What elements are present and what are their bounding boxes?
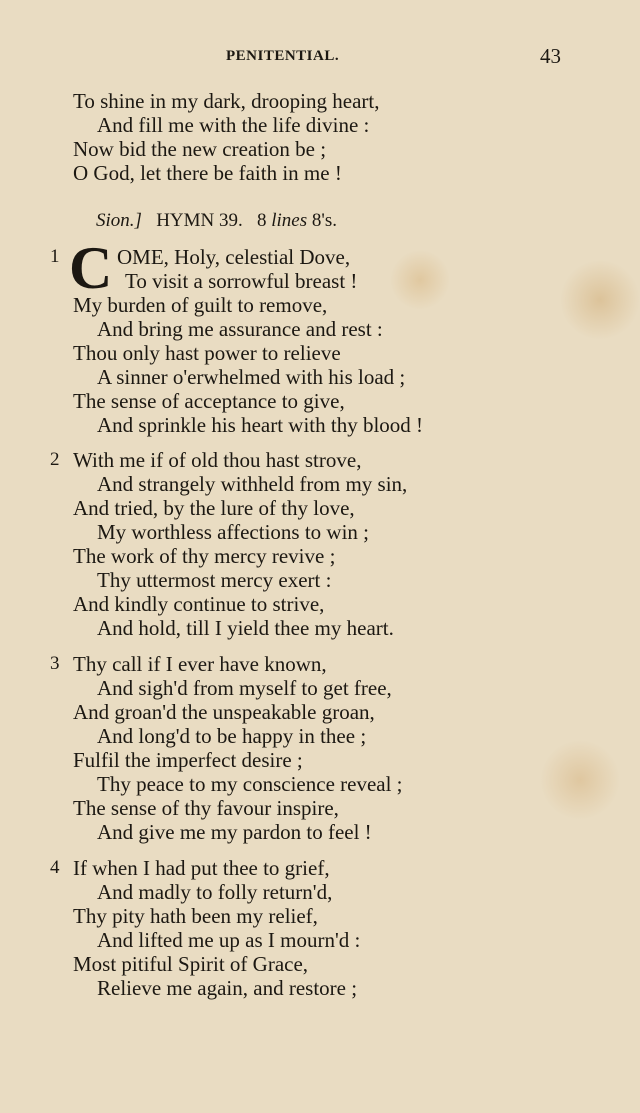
meter-suffix: 8's. xyxy=(311,210,337,231)
stanza-number: 4 xyxy=(50,857,60,878)
hymn-heading xyxy=(96,209,337,233)
drop-cap: C xyxy=(69,235,113,301)
stanza-4 xyxy=(73,856,360,1000)
verse-line: OME, Holy, celestial Dove, xyxy=(117,245,351,269)
verse-line: Now bid the new creation be ; xyxy=(73,137,327,161)
tune-name: Sion.] xyxy=(96,210,142,231)
stanza-number: 2 xyxy=(50,449,60,470)
verse-line: And hold, till I yield thee my heart. xyxy=(97,616,394,640)
verse-line: And kindly continue to strive, xyxy=(73,592,325,616)
verse-line: Fulfil the imperfect desire ; xyxy=(73,748,303,772)
verse-line: And madly to folly return'd, xyxy=(97,880,333,904)
verse-line: My worthless affections to win ; xyxy=(97,520,369,544)
verse-line: Thy pity hath been my relief, xyxy=(73,904,318,928)
verse-line: My burden of guilt to remove, xyxy=(73,293,328,317)
verse-line: Thy peace to my conscience reveal ; xyxy=(97,772,403,796)
meter-count: 8 xyxy=(257,210,267,231)
verse-line: The work of thy mercy revive ; xyxy=(73,544,336,568)
stanza-3 xyxy=(73,652,403,844)
verse-line: And long'd to be happy in thee ; xyxy=(97,724,367,748)
verse-line: And give me my pardon to feel ! xyxy=(97,820,372,844)
verse-line: And strangely withheld from my sin, xyxy=(97,472,408,496)
verse-line: Relieve me again, and restore ; xyxy=(97,976,358,1000)
verse-line: Most pitiful Spirit of Grace, xyxy=(73,952,309,976)
stanza-number: 1 xyxy=(50,246,60,267)
hymn-title: HYMN 39. xyxy=(156,210,243,231)
verse-line: The sense of acceptance to give, xyxy=(73,389,345,413)
verse-line: To visit a sorrowful breast ! xyxy=(125,269,358,293)
stanza-number: 3 xyxy=(50,653,60,674)
stanza-1 xyxy=(69,235,424,437)
verse-line: And lifted me up as I mourn'd : xyxy=(97,928,361,952)
page-number: 43 xyxy=(540,44,561,68)
verse-line: O God, let there be faith in me ! xyxy=(73,161,342,185)
stanza-2 xyxy=(73,448,407,640)
verse-line: And sigh'd from myself to get free, xyxy=(97,676,392,700)
meter-lines: lines xyxy=(271,210,308,231)
running-title: PENITENTIAL. xyxy=(226,48,340,64)
verse-line: And bring me assurance and rest : xyxy=(97,317,383,341)
verse-line: And fill me with the life divine : xyxy=(97,113,370,137)
verse-line: And tried, by the lure of thy love, xyxy=(73,496,355,520)
verse-line: A sinner o'erwhelmed with his load ; xyxy=(97,365,406,389)
verse-line: If when I had put thee to grief, xyxy=(73,856,330,880)
verse-line: With me if of old thou hast strove, xyxy=(73,448,362,472)
verse-line: Thy uttermost mercy exert : xyxy=(97,568,332,592)
verse-line: The sense of thy favour inspire, xyxy=(73,796,339,820)
verse-line: Thou only hast power to relieve xyxy=(73,341,341,365)
verse-line: And sprinkle his heart with thy blood ! xyxy=(97,413,424,437)
verse-line: And groan'd the unspeakable groan, xyxy=(73,700,375,724)
previous-hymn-ending xyxy=(73,89,379,185)
verse-line: Thy call if I ever have known, xyxy=(73,652,327,676)
verse-line: To shine in my dark, drooping heart, xyxy=(73,89,380,113)
